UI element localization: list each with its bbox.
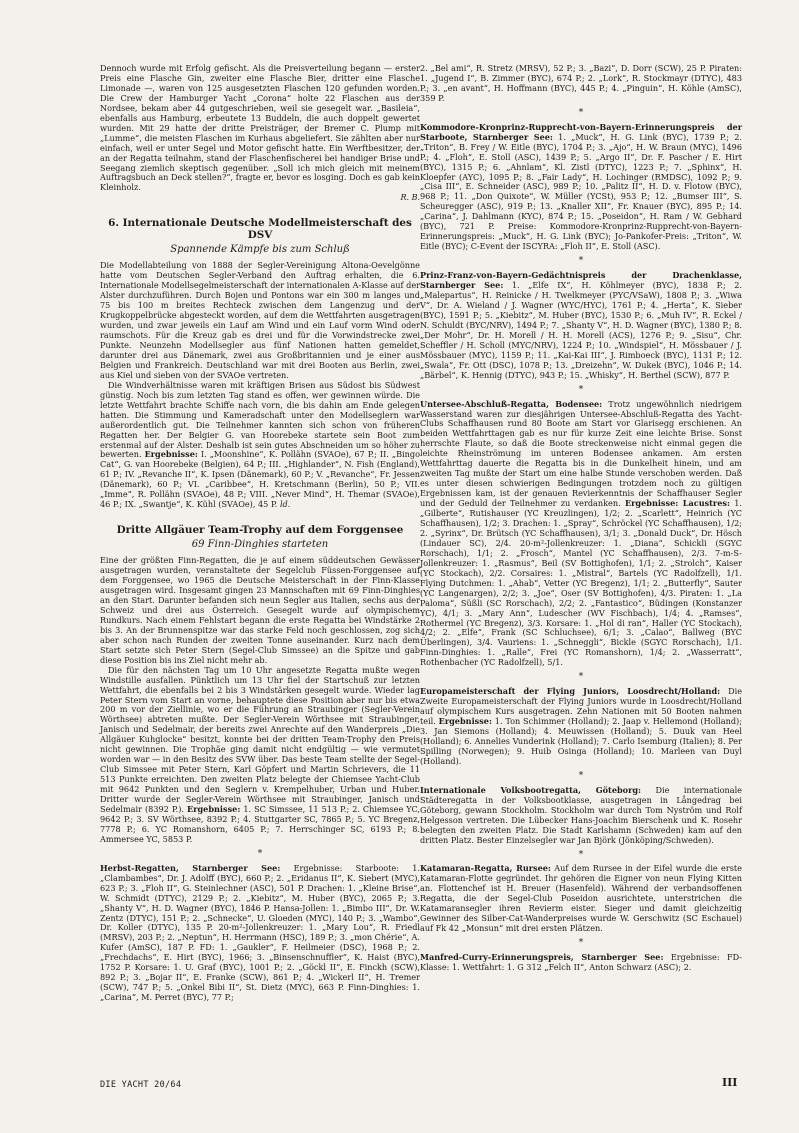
article-paragraph: [100, 666, 420, 845]
report-text: Ergebnisse: FD-Klasse: 1. Wettfahrt: 1. G 312 „Felch II“, Anton Schwarz (ASC); 2.: [420, 952, 742, 973]
report-text: 1. „Elfe IX“, H. Köhlmeyer (BYC), 1838 P.; 2. „Malepartus“, H. Reinicke / H. Twelkmeyer (PYC/VSaW), 1808 P.; 3. „Wiwa V“, Dr. A. Wieland / J. Wagner (WYC/HYC), 1761 P.; 4. „Herta“, K. Sieber (BYC), 1591 P.; 5. „Kiebitz“, M. Huber (BYC), 1530 P.; 6. „Muh IV“, R. Eckel / N. Schuldt (BYC/NRV), 1494 P.; 7. „Shanty V“, H. D. Wagner (BYC), 1380 P.; 8. „Der Mohr“, Dr. H. Morell / H. H. Morell (ACS), 1276 P.; 9. „Sisu“, Chr. Scheffler / H. Scholl (MYC/NRV), 1224 P.; 10. „Windspiel“, H. Mössbauer / J. Mössbauer (MYC), 1159 P.; 11. „Kai-Kai III“, J. Rimboeck (BYC), 1131 P.; 12. „Swala“, Fr. Ott (DSC), 1078 P.; 13. „Dreizehn“, W. Dukek (BYC), 1046 P.; 14. „Bärbel“, K. Hennig (DTYC), 943 P.; 15. „Whisky“, H. Berthel (SCW), 877 P.: [420, 280, 742, 380]
article-text: Die Windverhältnisse waren mit kräftigen Brisen aus Südost bis Südwest günstig. Noch bis zum letzten Tag stand es offen, wer gewinnen würde. Die letzte Wettfahrt brachte Schiffe nach vorn, die bis dahin am Ende gelegen hatten. Die Stimmung und Kameradschaft unter den Modellseglern war außerordentlich gut. Die Teilnehmer kannten sich schon von früheren Regatten her. Der Belgier G. van Hoorebeke startete sein Boot zum erstenmal auf der Alster. Deshalb ist sein gutes Abschneiden um so höher zu bewerten.: [100, 379, 420, 460]
report-untersee: [420, 400, 742, 669]
article-title-team-trophy: Dritte Allgäuer Team-Trophy auf dem Forggensee: [116, 524, 404, 537]
report-text: Ergebnisse: Starboote: 1. „Clambambes“, Dr. J. Adolff (BYC), 660 P.; 2. „Eridanus II“, K. Siebert (MYC), 623 P.; 3. „Floh II“, G. Steinlechner (ASC), 501 P. Drachen: 1. „Kleine Brise“, W. Schmidt (DTYC), 2129 P.; 2. „Kiebitz“, M. Huber (BYC), 2065 P.; 3. „Shanty V“, H. D. Wagner (BYC), 1846 P. Hansa-Jollen: 1. „Bimbo III“, Dr. W. Zentz (DTYC), 151 P.; 2. „Schnecke“, U. Gloeden (MYC), 140 P.; 3. „Wambo“, Dr. Koller (DTYC), 135 P. 20-m²-Jollenkreuzer: 1. „Mary Lou“, R. Friedl (MRSV), 203 P.; 2. „Neptun“, H. Herrmann (HSC), 189 P.; 3. „mon Chérie“, A. Kufer (AmSC), 187 P. FD: 1. „Gaukler“, F. Heilmeier (DSC), 1968 P.; 2. „Frechdachs“, E. Hirt (BYC), 1966; 3. „Binsenschnuffler“, K. Haist (BYC), 1752 P. Korsare: 1. U. Graf (BYC), 1001 P.; 2. „Göckl II“, E. Finckh (SCW), 892 P.; 3. „Bojar II“, E. Franke (SCW), 861 P.; 4. „Wickerl II“, H. Tremer (SCW), 747 P.; 5. „Onkel Bibi II“, St. Dietz (MYC), 663 P. Finn-Dinghies: 1. „Carina“, M. Perret (BYC), 77 P.;: [100, 862, 420, 1003]
article-paragraph: [100, 381, 420, 510]
section-separator: *: [578, 107, 584, 118]
report-text: 1. „Muck“, H. G. Link (BYC), 1739 P.; 2. „Triton“, B. Frey / W. Eitle (BYC), 1704 P.; 3. „Ajo“, H. W. Braun (MYC), 1496 P.; 4. „Floh“, E. Stoll (ASC), 1439 P.; 5. „Argo II“, Dr. F. Pascher / E. Hirt (BYC), 1315 P.; 6. „Ahnlam“, Kl. Zistl (DTYC), 1223 P.; 7. „Sphinx“, H. Kloepfer (AYC), 1095 P.; 8. „Fair Lady“, H. Lochinger (RMDSC), 1092 P.; 9. „Cisa III“, E. Schneider (ASC), 989 P.; 10. „Palitz II“, H. D. v. Flotow (BYC), 968 P.; 11. „Don Quixote“, W. Müller (YCSt), 953 P.; 12. „Bumser III“, S. Scheuregger (ASC), 919 P.; 13. „Knaller XII“, Fr. Knauer (BYC), 895 P.; 14. „Carina“, J. Dahlmann (KYC), 874 P.; 15. „Poseidon“, H. Ram / W. Gebhard (BYC), 721 P. Preise: Kommodore-Kronprinz-Rupprecht-von-Bayern-Erinnerungspreis: „Muck“, H. G. Link (BYC); Jo-Pankofer-Preis: „Triton“, W. Eitle (BYC); C-Event der ISCYRA: „Floh II“, E. Stoll (ASC).: [420, 131, 743, 252]
section-separator: *: [257, 848, 263, 859]
section-separator: *: [578, 256, 584, 267]
article-signature: ld.: [279, 499, 291, 510]
report-flying-juniors: [420, 687, 742, 767]
results-label: Ergebnisse:: [187, 804, 241, 814]
report-lead: Untersee-Abschluß-Regatta, Bodensee:: [420, 398, 603, 409]
article-title-modellmeisterschaft: 6. Internationale Deutsche Modellmeisterschaft des DSV: [108, 217, 412, 242]
report-lead: Manfred-Curry-Erinnerungspreis, Starnberger See:: [420, 952, 664, 963]
results-text: 1. Ton Schimmer (Holland); 2. Jaap v. Hellemond (Holland); 3. Jan Siemons (Holland); 4. Meuwissen (Holland); 5. Duuk van Heel (Holland); 6. Annelies Vunderink (Holland); 7. Carlo Isemburg (Italien); 8. Per Spilling (Norwegen); 9. Huib Osinga (Holland); 10. Marleen van Duyl (Holland).: [420, 716, 742, 766]
page-number: III: [722, 1076, 738, 1089]
article-subtitle-team-trophy: 69 Finn-Dinghies starteten: [191, 539, 329, 551]
results-label: Ergebnisse: Lacustres:: [624, 498, 730, 509]
article-subtitle-modellmeisterschaft: Spannende Kämpfe bis zum Schluß: [170, 244, 350, 256]
results-label: Ergebnisse:: [144, 449, 198, 460]
report-lead: Prinz-Franz-von-Bayern-Gedächtnispreis der Drachenklasse, Starnberger See:: [420, 270, 742, 291]
report-continuation: 2. „Bel ami“, R. Stretz (MRSV), 52 P.; 3. „Bazi“, D. Dorr (SCW), 25 P. Piraten: 1. „Jugend I“, B. Zimmer (BYC), 674 P.; 2. „Lork“, R. Stockmayr (DTYC), 483 P.; 3. „en avant“, H. Hoffmann (BYC), 445 P.; 4. „Pinguin“, H. Köhle (AmSC), 359 P.: [420, 63, 742, 103]
section-separator: *: [578, 672, 584, 683]
report-prinz-franz: [420, 271, 742, 380]
report-manfred-curry: [420, 953, 742, 973]
article-paragraph: Eine der größten Finn-Regatten, die je auf einem süddeutschen Gewässer ausgetragen wurden, veranstaltete der Segelclub Füssen-Forggensee auf dem Forggensee, wo 1965 die Deutsche Meisterschaft in der Finn-Klasse ausgetragen wird. Insgesamt gingen 23 Mannschaften mit 69 Finn-Dinghies an den Start. Darunter befanden sich neun Segler aus Italien, sechs aus der Schweiz und drei aus Österreich. Gesegelt wurde auf olympischem Rundkurs. Nach einem Fehlstart begann die erste Regatta bei Windstärke 2 bis 3. An der Brunnenspitze war das starke Feld noch geschlossen, zog sich aber schon nach Runden der zweiten Tonne auseinander. Kurz nach dem Start setzte sich Peter Stern (Segel-Club Simssee) an die Spitze und gab diese Position bis ins Ziel nicht mehr ab.: [100, 555, 420, 665]
report-volksboot: [420, 786, 742, 846]
report-text: Auf dem Rursee in der Eifel wurde die erste Katamaran-Flotte gegründet. Ihr gehören die Eigner von neun Flying Kitten an. Flottenchef ist H. Breuer (Hasenfeld). Während der verbandsoffenen Regatta, die der Segel-Club Poseidon ausrichtete, unterstrichen die Katamaransegler ihren Revierm eister. Sieger und damit gleichzeitig Gewinner des Silber-Cat-Wanderpreises wurde W. Gerschwitz (SC Eschauel) auf Fk 42 „Monsun“ mit drei ersten Plätzen.: [420, 863, 742, 934]
results-text: I. „Moonshine“, K. Pollähn (SVAOe), 67 P.; II. „Bingo Cat“, G. van Hoorebeke (Belgien), 64 P.; III. „Highlander“, N. Fish (England), 61 P.; IV. „Revanche II“, K. Ipsen (Dänemark), 60 P.; V. „Revanche“, Fr. Jessen (Dänemark), 60 P.; VI. „Caribbee“, H. Kretschmann (Berlin), 50 P.; VII. „Imme“, R. Pollähn (SVAOe), 48 P.; VIII. „Never Mind“, H. Themar (SVAOe), 46 P.; IX. „Swantje“, K. Kühl (SVAOe), 45 P.: [100, 449, 420, 510]
right-column: [420, 64, 742, 973]
report-text: Trotz ungewöhnlich niedrigem Wasserstand waren zur diesjährigen Untersee-Abschluß-Regatta des Yacht-Clubs Schaffhausen rund 80 Boote am Start vor Glarisegg erschienen. An beiden Wettfahrttagen gab es nur für kurze Zeit eine leichte Brise. Sonst herrschte Flaute, so daß die Boote streckenweise nicht einmal gegen die leichte Rheinströmung im unteren Bodensee ankamen. Am ersten Wettfahrttag dauerte die Regatta bis in die Dunkelheit hinein, und am zweiten Tag mußte der Start um eine halbe Stunde verschoben werden. Daß es unter diesen schwierigen Bedingungen trotzdem noch zu gültigen Ergebnissen kam, ist der genauen Revierkenntnis der Schaffhauser Segler und der Geduld der Teilnehmer zu verdanken.: [420, 398, 742, 509]
results-label: Ergebnisse:: [438, 716, 492, 727]
report-lead: Kommodore-Kronprinz-Rupprecht-von-Bayern-Erinnerungspreis der Starboote, Starnberger See:: [420, 121, 742, 142]
report-text: Die internationale Städteregatta in der Volksbootklasse, ausgetragen in Långedrag bei Göteborg, gewann Stockholm. Stockholm war durch Tom Nyström und Rolf Helgesson vertreten. Die Lübecker Hans-Joachim Bierschenk und K. Rosehr belegten den zweiten Platz. Die Stadt Karlshamn (Schweden) kam auf den dritten Platz. Bester Einzelsegler war Jan Björk (Jönköping/Schweden).: [420, 784, 742, 845]
report-lead: Internationale Volksbootregatta, Göteborg:: [420, 784, 642, 795]
results-text: 1. „Gilberte“, Rutishauser (YC Kreuzlingen), 1/2; 2. „Scarlett“, Heinrich (YC Schaffhausen), 1/2; 3. Drachen: 1. „Spray“, Schröckel (YC Schaffhausen), 1/2; 2. „Syrinx“, Dr. Brütsch (YC Schaffhausen), 3/1; 3. „Donald Duck“, Dr. Hösch (Lindauer SC), 2/4. 20-m²-Jollenkreuzer: 1. „Diana“, Schickli (SGYC Rorschach), 1/1; 2. „Frosch“, Mantel (YC Schaffhausen), 2/3. 7-m-S-Jollenkreuzer: 1. „Rasmus“, Beil (SV Bottighofen), 1/1; 2. „Strolch“, Kaiser (YC Stockach), 2/2. Corsaires: 1. „Mistral“, Bartels (YC Radolfzell), 1/1. Flying Dutchmen: 1. „Ahab“, Vetter (YC Bregenz), 1/1; 2. „Butterfly“, Sauter (YC Langenargen), 2/2; 3. „Joe“, Oser (SV Bottighofen), 4/3. Piraten: 1. „La Paloma“, Süßli (SC Rorschach), 2/2; 2. „Fantastico“, Büdingen (Konstanzer YC), 4/1; 3. „Mary Ann“, Ludescher (WV Fischbach), 1/4; 4. „Ramses“, Rothermel (YC Bregenz), 3/3. Korsare: 1. „Hol di ran“, Haller (YC Stockach), 4/2; 2. „Elfe“, Frank (SC Schluchsee), 6/1; 3. „Calao“, Ballweg (BYC Überlingen), 3/4. Vauriens: 1. „Schneggli“, Bickle (SGYC Rorschach), 1/1. Finn-Dinghies: 1. „Ralle“, Frei (YC Romanshorn), 1/4; 2. „Wasserratt“, Rothenbacher (YC Radolfzell), 5/1.: [420, 498, 742, 668]
report-kronprinz-rupprecht: [420, 123, 742, 252]
report-katamaran: [420, 864, 742, 934]
report-lead: Herbst-Regatten, Starnberger See:: [100, 862, 281, 873]
intro-signature: R. B.: [400, 193, 420, 203]
intro-paragraph: Dennoch wurde mit Erfolg gefischt. Als die Preisverteilung begann — erster Preis eine Flasche Gin, zweiter eine Flasche Bier, dritter eine Flasche Limonade —, waren von 125 ausgesetzten Flaschen 120 gefunden worden. Die Crew der Hamburger Yacht „Corona“ holte 22 Flaschen aus der Nordsee, bekam aber 44 gutgeschrieben, weil sie gesegelt war. „Basileia“, ebenfalls aus Hamburg, erbeutete 13 Buddeln, die auch doppelt gewertet wurden. Mit 29 hatte der dritte Preisträger, der Bremer C. Plump mit „Lumme“, die meisten Flaschen im Kurhaus abgeliefert. Sie zählten aber nur einfach, weil er unter Segel und Motor gefischt hatte. Ein Werftbesitzer, der an der Regatta teilnahm, stand der Flaschenfischerei bei handiger Brise und Seegang ziemlich skeptisch gegenüber. „Soll ich mich gleich mit meinem Auftragsbuch an Deck stellen?“, fragte er, bevor es losging. Doch es gab kein Kleinholz.: [100, 63, 420, 193]
section-separator: *: [578, 938, 584, 949]
report-text: Die Zweite Europameisterschaft der Flying Juniors wurde in Loosdrecht/Holland auf olympischem Kurs ausgetragen. Zehn Nationen mit 50 Booten nahmen teil.: [420, 686, 742, 727]
magazine-footer: DIE YACHT 20/64: [100, 1080, 182, 1090]
results-text: 1. SC Simssee, 11 513 P.; 2. Chiemsee YC, 9642 P.; 3. SV Wörthsee, 8392 P.; 4. Stuttgarter SC, 7865 P.; 5. YC Bregenz, 7778 P.; 6. YC Romanshorn, 6405 P.; 7. Herrschinger SC, 6193 P.; 8. Ammersee YC, 5853 P.: [100, 804, 420, 844]
section-separator: *: [578, 770, 584, 781]
report-lead: Katamaran-Regatta, Rursee:: [420, 863, 551, 874]
article-text: Die für den nächsten Tag um 10 Uhr angesetzte Regatta mußte wegen Windstille ausfallen. Pünktlich um 13 Uhr fiel der Startschuß zur letzten Wettfahrt, die ebenfalls bei 2 bis 3 Windstärken gesegelt wurde. Wieder lag Peter Stern vom Start an vorne, behauptete diese Position aber nur bis etwa 200 m vor der Ziellinie, wo er die Führung an Straubinger (Segler-Verein Wörthsee) abtreten mußte. Der Segler-Verein Wörthsee mit Straubinger, Janisch und Sedelmair, der bereits zwei Anrechte auf den Wanderpreis „Die Allgäuer Kuhglocke“ besitzt, konnte bei der dritten Team-Trophy den Preis nicht gewinnen. Die Trophäe ging damit nicht endgültig — wie vermutet worden war — in den Besitz des SVW über. Das beste Team stellte der Segel-Club Simssee mit Peter Stern, Karl Göpfert und Martin Schrievers, die 11 513 Punkte erreichten. Den zweiten Platz belegte der Chiemsee Yacht-Club mit 9642 Punkten und den Seglern v. Krempelhuber, Urban und Huber. Dritter wurde der Segler-Verein Wörthsee mit Straubinger, Janisch und Sedelmair (8392 P.).: [100, 664, 420, 814]
article-paragraph: Die Modellabteilung von 1888 der Segler-Vereinigung Altona-Oevelgönne hatte vom Deutschen Segler-Verband den Auftrag erhalten, die 6. Internationale Modellsegelmeisterschaft der internationalen A-Klasse auf der Alster durchzuführen. Durch Bojen und Pontons war ein 300 m langes und 75 bis 100 m breites Rechteck zwischen dem Langenzug und der Krugkoppelbrücke abgesteckt worden, auf dem die Wettfahrten ausgetragen wurden, und zwar jeweils ein Lauf am Wind und ein Lauf vorm Wind oder raumschots. Für die Kreuz gab es drei und für die Vorwindstrecke zwei Punkte. Neunzehn Modellsegler aus fünf Nationen hatten gemeldet, darunter drei aus Dänemark, zwei aus Großbritannien und je einer aus Belgien und Frankreich. Deutschland war mit drei Booten aus Berlin, zwei aus Kiel und sieben von der SVAOe vertreten.: [100, 260, 421, 380]
section-separator: *: [578, 384, 584, 395]
section-separator: *: [578, 849, 584, 860]
report-lead: Europameisterschaft der Flying Juniors, Loosdrecht/Holland:: [420, 686, 721, 697]
report-herbst-regatten: [100, 864, 420, 1003]
left-column: [100, 64, 420, 1003]
